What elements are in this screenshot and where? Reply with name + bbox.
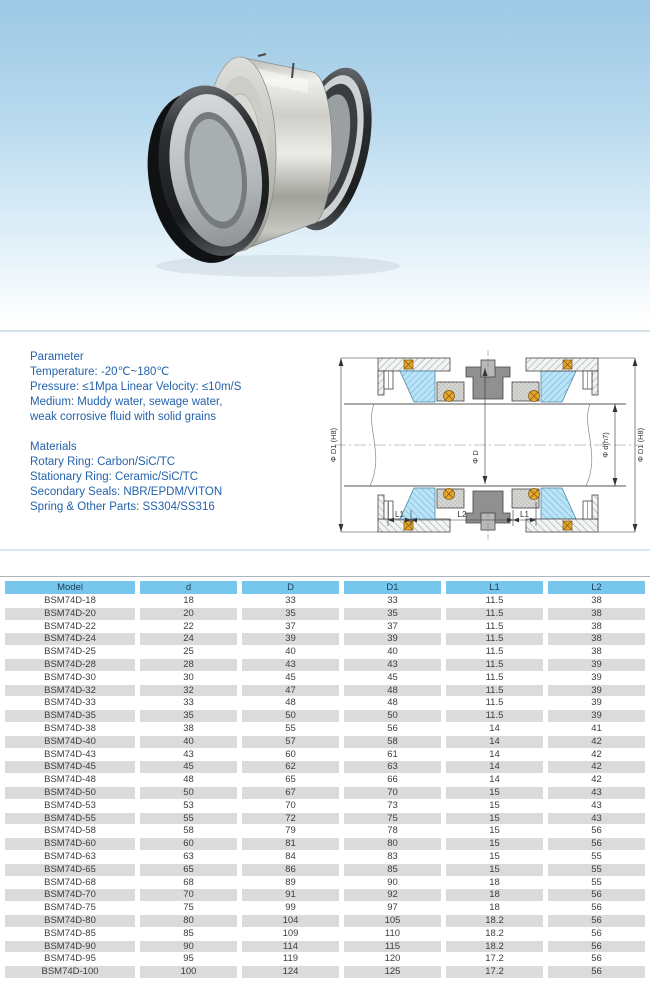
table-row [5,761,645,773]
spec-table [0,580,650,979]
table-header-cell: L2 [548,581,645,594]
table-cell: 43 [548,813,645,825]
table-cell: 63 [344,761,441,773]
table-cell: 15 [446,838,543,850]
dim-label-l1-left: L1 [395,510,404,519]
table-cell: 33 [242,595,339,607]
table-cell: 75 [140,902,237,914]
table-cell: 62 [242,761,339,773]
table-row [5,633,645,645]
table-cell: 92 [344,889,441,901]
table-cell: 45 [242,672,339,684]
table-cell: 11.5 [446,595,543,607]
table-cell: 39 [344,633,441,645]
table-cell: BSM74D-18 [5,595,135,607]
table-cell: 67 [242,787,339,799]
table-cell: 57 [242,736,339,748]
table-cell: 43 [140,749,237,761]
table-cell: 18 [140,595,237,607]
spec-table-body [5,595,645,978]
table-cell: 55 [140,813,237,825]
table-row [5,723,645,735]
table-cell: 50 [140,787,237,799]
table-row [5,595,645,607]
table-cell: 89 [242,877,339,889]
table-cell: 40 [140,736,237,748]
table-row [5,659,645,671]
table-cell: 30 [140,672,237,684]
dimension-table-section [0,580,650,979]
table-cell: 42 [548,749,645,761]
table-cell: 39 [548,672,645,684]
materials-block [30,440,241,515]
table-cell: 48 [140,774,237,786]
table-cell: 22 [140,621,237,633]
table-cell: BSM74D-20 [5,608,135,620]
table-cell: 79 [242,825,339,837]
table-cell: 100 [140,966,237,978]
table-row [5,889,645,901]
table-cell: BSM74D-100 [5,966,135,978]
table-cell: 48 [344,697,441,709]
table-cell: 18.2 [446,915,543,927]
table-cell: 42 [548,761,645,773]
table-cell: 58 [344,736,441,748]
table-cell: 28 [140,659,237,671]
table-row [5,697,645,709]
table-cell: 35 [140,710,237,722]
table-cell: 95 [140,953,237,965]
table-cell: 48 [242,697,339,709]
table-cell: 14 [446,774,543,786]
product-photo [0,0,650,328]
table-cell: 90 [140,941,237,953]
table-cell: 42 [548,736,645,748]
table-header-cell: D [242,581,339,594]
table-cell: 17.2 [446,953,543,965]
table-cell: BSM74D-22 [5,621,135,633]
table-cell: 38 [140,723,237,735]
table-cell: BSM74D-95 [5,953,135,965]
table-cell: 56 [548,966,645,978]
table-cell: 43 [548,800,645,812]
table-cell: 38 [548,608,645,620]
parameter-line: weak corrosive fluid with solid grains [30,411,216,423]
table-cell: BSM74D-55 [5,813,135,825]
table-cell: 43 [242,659,339,671]
table-cell: 78 [344,825,441,837]
table-cell: 38 [548,621,645,633]
table-row [5,941,645,953]
table-cell: 60 [140,838,237,850]
table-cell: 104 [242,915,339,927]
table-row [5,851,645,863]
table-cell: BSM74D-65 [5,864,135,876]
table-cell: 48 [344,685,441,697]
table-cell: BSM74D-25 [5,646,135,658]
table-cell: 33 [140,697,237,709]
table-cell: BSM74D-32 [5,685,135,697]
table-cell: 35 [242,608,339,620]
table-cell: 85 [140,928,237,940]
table-cell: 18 [446,889,543,901]
table-cell: 66 [344,774,441,786]
table-cell: 85 [344,864,441,876]
table-cell: 56 [548,928,645,940]
table-cell: 33 [344,595,441,607]
table-cell: 14 [446,749,543,761]
table-cell: 15 [446,851,543,863]
materials-line: Secondary Seals: NBR/EPDM/VITON [30,486,223,498]
table-cell: 43 [548,787,645,799]
table-cell: 55 [242,723,339,735]
table-row [5,672,645,684]
table-cell: 18 [446,877,543,889]
table-cell: 39 [548,697,645,709]
table-header-cell: D1 [344,581,441,594]
table-cell: 115 [344,941,441,953]
table-cell: 15 [446,825,543,837]
table-cell: 56 [548,915,645,927]
table-cell: BSM74D-60 [5,838,135,850]
table-cell: BSM74D-70 [5,889,135,901]
table-cell: 11.5 [446,697,543,709]
table-cell: BSM74D-30 [5,672,135,684]
table-cell: 11.5 [446,659,543,671]
dim-label-d1-right: Φ D1 (H8) [636,427,645,463]
table-row [5,864,645,876]
table-cell: 50 [242,710,339,722]
table-cell: 105 [344,915,441,927]
table-cell: 38 [548,646,645,658]
table-cell: 70 [242,800,339,812]
table-cell: 55 [548,851,645,863]
table-cell: 65 [140,864,237,876]
table-cell: 120 [344,953,441,965]
table-cell: 99 [242,902,339,914]
parameter-line: Pressure: ≤1Mpa Linear Velocity: ≤10m/S [30,381,242,393]
seal-assembly-half [378,350,598,402]
table-cell: BSM74D-40 [5,736,135,748]
table-cell: 125 [344,966,441,978]
table-cell: 60 [242,749,339,761]
table-cell: 24 [140,633,237,645]
parameter-line: Medium: Muddy water, sewage water, [30,396,223,408]
table-cell: 81 [242,838,339,850]
table-cell: 15 [446,813,543,825]
table-cell: 18 [446,902,543,914]
table-cell: 47 [242,685,339,697]
table-cell: BSM74D-63 [5,851,135,863]
table-row [5,608,645,620]
table-cell: 91 [242,889,339,901]
table-cell: BSM74D-53 [5,800,135,812]
table-cell: BSM74D-58 [5,825,135,837]
table-cell: 18.2 [446,941,543,953]
table-cell: 20 [140,608,237,620]
table-cell: 70 [140,889,237,901]
table-row [5,800,645,812]
table-cell: 68 [140,877,237,889]
table-cell: 56 [548,941,645,953]
table-cell: 110 [344,928,441,940]
section-divider [0,330,650,332]
dim-label-d1-left: Φ D1 (H8) [329,427,338,463]
table-cell: 53 [140,800,237,812]
dim-label-l1-right: L1 [520,510,529,519]
table-cell: BSM74D-24 [5,633,135,645]
table-row [5,787,645,799]
table-cell: 14 [446,723,543,735]
table-cell: 37 [242,621,339,633]
table-cell: BSM74D-75 [5,902,135,914]
table-cell: BSM74D-80 [5,915,135,927]
table-cell: 11.5 [446,633,543,645]
table-cell: BSM74D-43 [5,749,135,761]
table-row [5,774,645,786]
table-cell: 55 [548,877,645,889]
table-cell: 38 [548,633,645,645]
table-cell: 11.5 [446,621,543,633]
dim-label-l2: L2 [457,510,467,519]
table-cell: 50 [344,710,441,722]
table-cell: 65 [242,774,339,786]
table-cell: 80 [140,915,237,927]
table-row [5,966,645,978]
table-row [5,621,645,633]
table-cell: 15 [446,787,543,799]
table-cell: 11.5 [446,608,543,620]
table-cell: 14 [446,736,543,748]
parameter-block [30,350,241,425]
table-cell: 39 [548,685,645,697]
materials-line: Stationary Ring: Ceramic/SiC/TC [30,471,199,483]
table-cell: 56 [548,889,645,901]
table-cell: 25 [140,646,237,658]
table-cell: 35 [344,608,441,620]
table-row [5,953,645,965]
parameter-line: Temperature: -20℃~180℃ [30,366,170,378]
table-cell: BSM74D-50 [5,787,135,799]
table-cell: 43 [344,659,441,671]
table-cell: BSM74D-48 [5,774,135,786]
table-cell: 72 [242,813,339,825]
table-cell: 124 [242,966,339,978]
table-header-cell: d [140,581,237,594]
table-cell: 56 [548,838,645,850]
table-row [5,736,645,748]
table-cell: 39 [548,659,645,671]
table-row [5,685,645,697]
table-cell: BSM74D-68 [5,877,135,889]
table-cell: 97 [344,902,441,914]
table-cell: 56 [548,953,645,965]
table-cell: 40 [344,646,441,658]
materials-line: Spring & Other Parts: SS304/SS316 [30,501,215,513]
table-cell: 11.5 [446,646,543,658]
table-cell: 38 [548,595,645,607]
table-cell: 18.2 [446,928,543,940]
table-header-cell: L1 [446,581,543,594]
materials-title: Materials [30,441,77,453]
table-cell: 11.5 [446,685,543,697]
table-cell: 56 [548,825,645,837]
table-row [5,825,645,837]
table-cell: 11.5 [446,672,543,684]
materials-line: Rotary Ring: Carbon/SiC/TC [30,456,176,468]
table-cell: 83 [344,851,441,863]
table-row [5,902,645,914]
table-cell: BSM74D-90 [5,941,135,953]
parameter-title: Parameter [30,351,84,363]
table-cell: 119 [242,953,339,965]
table-cell: 70 [344,787,441,799]
table-cell: 56 [344,723,441,735]
table-cell: 58 [140,825,237,837]
table-cell: 45 [344,672,441,684]
table-row [5,928,645,940]
table-cell: 86 [242,864,339,876]
table-cell: BSM74D-85 [5,928,135,940]
table-cell: 73 [344,800,441,812]
table-row [5,813,645,825]
table-cell: BSM74D-28 [5,659,135,671]
table-cell: 109 [242,928,339,940]
table-cell: 40 [242,646,339,658]
table-cell: 80 [344,838,441,850]
table-cell: 55 [548,864,645,876]
table-header-row [5,581,645,594]
section-divider [0,549,650,551]
table-cell: BSM74D-35 [5,710,135,722]
table-row [5,749,645,761]
table-cell: 63 [140,851,237,863]
table-cell: 15 [446,800,543,812]
table-cell: 114 [242,941,339,953]
table-cell: 32 [140,685,237,697]
table-cell: 75 [344,813,441,825]
table-cell: 61 [344,749,441,761]
table-row [5,877,645,889]
table-header-cell: Model [5,581,135,594]
table-cell: 84 [242,851,339,863]
dim-label-d-shaft: Φ d(h7) [601,432,610,458]
table-cell: BSM74D-33 [5,697,135,709]
table-cell: 41 [548,723,645,735]
table-cell: 39 [242,633,339,645]
table-row [5,646,645,658]
table-cell: 45 [140,761,237,773]
spec-text [30,350,241,530]
table-cell: 11.5 [446,710,543,722]
table-cell: 90 [344,877,441,889]
table-row [5,838,645,850]
table-cell: BSM74D-38 [5,723,135,735]
table-cell: 14 [446,761,543,773]
technical-drawing [328,342,648,548]
table-cell: 39 [548,710,645,722]
table-cell: BSM74D-45 [5,761,135,773]
table-cell: 42 [548,774,645,786]
dim-label-d-mid: Φ D [471,450,480,464]
table-cell: 56 [548,902,645,914]
table-cell: 15 [446,864,543,876]
table-cell: 37 [344,621,441,633]
table-row [5,915,645,927]
table-cell: 17.2 [446,966,543,978]
table-top-border [0,576,650,577]
table-row [5,710,645,722]
